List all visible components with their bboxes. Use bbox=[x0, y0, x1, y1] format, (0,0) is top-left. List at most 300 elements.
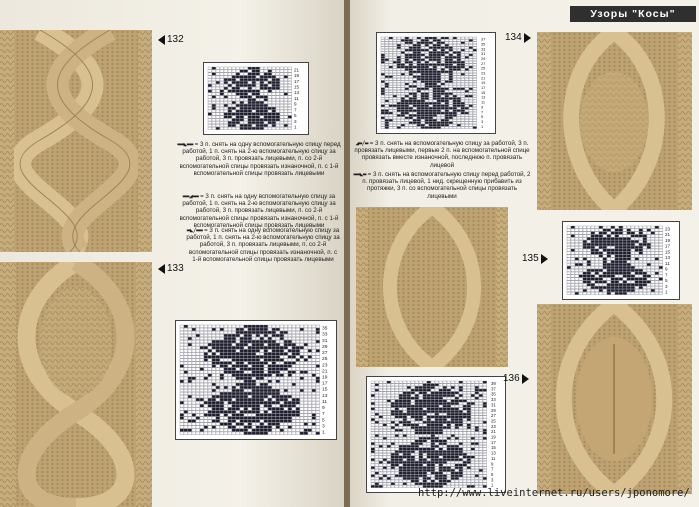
chart-cell bbox=[631, 263, 635, 265]
chart-cell bbox=[389, 85, 393, 87]
chart-cell bbox=[635, 226, 639, 228]
chart-cell bbox=[252, 127, 256, 129]
chart-cell bbox=[393, 119, 397, 121]
chart-cell bbox=[453, 64, 457, 66]
chart-cell bbox=[595, 252, 599, 254]
knit-photo-132 bbox=[0, 30, 152, 252]
chart-cell bbox=[375, 413, 379, 415]
chart-cell bbox=[216, 76, 220, 78]
chart-cell bbox=[643, 232, 647, 234]
chart-cell bbox=[603, 278, 607, 280]
chart-cell bbox=[425, 66, 429, 68]
chart-cell bbox=[232, 81, 236, 83]
chart-cell bbox=[409, 102, 413, 104]
chart-cell bbox=[284, 124, 288, 126]
chart-cell bbox=[256, 392, 260, 395]
chart-cell bbox=[272, 343, 276, 346]
chart-cell bbox=[421, 56, 425, 58]
chart-cell bbox=[276, 121, 280, 123]
chart-cell bbox=[403, 443, 407, 445]
chart-cell bbox=[647, 269, 651, 271]
chart-cell bbox=[571, 240, 575, 242]
chart-cell bbox=[571, 286, 575, 288]
chart-cell bbox=[475, 384, 479, 386]
chart-cell bbox=[228, 90, 232, 92]
chart-cell bbox=[651, 232, 655, 234]
chart-cell bbox=[228, 423, 232, 426]
chart-cell bbox=[292, 389, 296, 392]
chart-cell bbox=[441, 68, 445, 70]
chart-row-number: 37 bbox=[491, 386, 496, 392]
chart-cell bbox=[659, 269, 663, 271]
chart-cell bbox=[256, 426, 260, 429]
chart-cell bbox=[469, 49, 473, 51]
chart-cell bbox=[453, 54, 457, 56]
chart-cell bbox=[256, 383, 260, 386]
chart-cell bbox=[383, 483, 387, 485]
chart-cell bbox=[236, 429, 240, 432]
chart-cell bbox=[409, 114, 413, 116]
chart-cell bbox=[391, 477, 395, 479]
chart-cell bbox=[232, 87, 236, 89]
chart-cell bbox=[437, 49, 441, 51]
chart-cell bbox=[471, 480, 475, 482]
chart-cell bbox=[659, 286, 663, 288]
chart-cell bbox=[188, 368, 192, 371]
chart-cell bbox=[639, 258, 643, 260]
chart-cell bbox=[387, 400, 391, 402]
chart-cell bbox=[409, 56, 413, 58]
knit-photo-135 bbox=[356, 207, 508, 367]
chart-cell bbox=[647, 246, 651, 248]
chart-cell bbox=[276, 104, 280, 106]
chart-cell bbox=[453, 81, 457, 83]
chart-cell bbox=[240, 337, 244, 340]
chart-cell bbox=[435, 472, 439, 474]
chart-cell bbox=[228, 124, 232, 126]
chart-cell bbox=[393, 49, 397, 51]
chart-cell bbox=[415, 453, 419, 455]
chart-cell bbox=[595, 238, 599, 240]
chart-cell bbox=[292, 411, 296, 414]
chart-cell bbox=[188, 337, 192, 340]
chart-cell bbox=[627, 275, 631, 277]
chart-cell bbox=[413, 61, 417, 63]
chart-cell bbox=[423, 384, 427, 386]
chart-cell bbox=[312, 414, 316, 417]
chart-cell bbox=[228, 389, 232, 392]
chart-cell bbox=[429, 95, 433, 97]
chart-cell bbox=[387, 386, 391, 388]
chart-cell bbox=[204, 408, 208, 411]
chart-cell bbox=[595, 266, 599, 268]
chart-cell bbox=[383, 480, 387, 482]
chart-cell bbox=[583, 266, 587, 268]
chart-cell bbox=[276, 395, 280, 398]
chart-cell bbox=[268, 84, 272, 86]
chart-cell bbox=[381, 37, 385, 39]
chart-cell bbox=[200, 386, 204, 389]
chart-cell bbox=[316, 398, 320, 401]
chart-cell bbox=[316, 426, 320, 429]
chart-cell bbox=[200, 411, 204, 414]
chart-cell bbox=[240, 127, 244, 129]
chart-cell bbox=[383, 469, 387, 471]
chart-cell bbox=[244, 119, 248, 121]
chart-cell bbox=[611, 243, 615, 245]
chart-cell bbox=[397, 107, 401, 109]
chart-cell bbox=[232, 331, 236, 334]
chart-cell bbox=[220, 331, 224, 334]
chart-cell bbox=[643, 284, 647, 286]
chart-row-number: 21 bbox=[322, 369, 328, 375]
chart-cell bbox=[268, 90, 272, 92]
chart-cell bbox=[312, 411, 316, 414]
chart-cell bbox=[655, 226, 659, 228]
chart-cell bbox=[475, 443, 479, 445]
chart-cell bbox=[300, 411, 304, 414]
chart-cell bbox=[647, 292, 651, 294]
chart-cell bbox=[395, 445, 399, 447]
chart-cell bbox=[268, 365, 272, 368]
chart-cell bbox=[403, 448, 407, 450]
chart-cell bbox=[276, 411, 280, 414]
chart-cell bbox=[467, 437, 471, 439]
chart-cell bbox=[276, 417, 280, 420]
chart-cell bbox=[248, 107, 252, 109]
chart-cell bbox=[188, 328, 192, 331]
chart-cell bbox=[268, 76, 272, 78]
chart-cell bbox=[260, 124, 264, 126]
chart-cell bbox=[639, 238, 643, 240]
chart-cell bbox=[399, 477, 403, 479]
chart-cell bbox=[208, 73, 212, 75]
chart-cell bbox=[308, 328, 312, 331]
chart-cell bbox=[421, 39, 425, 41]
chart-cell bbox=[449, 47, 453, 49]
chart-cell bbox=[212, 104, 216, 106]
chart-cell bbox=[260, 374, 264, 377]
chart-cell bbox=[379, 421, 383, 423]
chart-cell bbox=[583, 284, 587, 286]
chart-cell bbox=[196, 432, 200, 435]
chart-cell bbox=[296, 343, 300, 346]
chart-cell bbox=[192, 331, 196, 334]
chart-cell bbox=[272, 116, 276, 118]
chart-cell bbox=[619, 255, 623, 257]
chart-cell bbox=[403, 402, 407, 404]
chart-cell bbox=[433, 105, 437, 107]
chart-cell bbox=[453, 122, 457, 124]
chart-cell bbox=[224, 331, 228, 334]
chart-cell bbox=[447, 467, 451, 469]
chart-cell bbox=[288, 116, 292, 118]
chart-cell bbox=[611, 252, 615, 254]
chart-cell bbox=[469, 78, 473, 80]
chart-cell bbox=[631, 284, 635, 286]
chart-cell bbox=[240, 73, 244, 75]
chart-cell bbox=[381, 68, 385, 70]
chart-cell bbox=[180, 386, 184, 389]
chart-row-number: 21 bbox=[481, 75, 486, 81]
chart-cell bbox=[399, 440, 403, 442]
chart-cell bbox=[240, 93, 244, 95]
chart-cell bbox=[445, 39, 449, 41]
chart-cell bbox=[212, 377, 216, 380]
chart-cell bbox=[240, 87, 244, 89]
chart-cell bbox=[252, 334, 256, 337]
chart-cell bbox=[631, 252, 635, 254]
chart-cell bbox=[659, 255, 663, 257]
chart-cell bbox=[429, 102, 433, 104]
chart-cell bbox=[288, 411, 292, 414]
chart-cell bbox=[405, 47, 409, 49]
chart-cell bbox=[264, 90, 268, 92]
chart-cell bbox=[316, 325, 320, 328]
chart-cell bbox=[385, 71, 389, 73]
chart-134 bbox=[376, 32, 496, 134]
chart-row-number: 7 bbox=[322, 412, 325, 418]
chart-cell bbox=[240, 325, 244, 328]
chart-cell bbox=[383, 416, 387, 418]
chart-cell bbox=[236, 346, 240, 349]
chart-cell bbox=[220, 343, 224, 346]
chart-cell bbox=[252, 368, 256, 371]
chart-cell bbox=[260, 362, 264, 365]
chart-cell bbox=[473, 49, 477, 51]
chart-cell bbox=[391, 429, 395, 431]
chart-cell bbox=[429, 59, 433, 61]
chart-cell bbox=[479, 483, 483, 485]
chart-cell bbox=[429, 47, 433, 49]
chart-cell bbox=[423, 394, 427, 396]
chart-cell bbox=[473, 110, 477, 112]
chart-cell bbox=[184, 380, 188, 383]
chart-cell bbox=[232, 93, 236, 95]
chart-cell bbox=[391, 467, 395, 469]
chart-cell bbox=[393, 110, 397, 112]
chart-cell bbox=[216, 408, 220, 411]
chart-cell bbox=[623, 232, 627, 234]
chart-cell bbox=[587, 246, 591, 248]
chart-cell bbox=[483, 386, 487, 388]
chart-cell bbox=[409, 54, 413, 56]
chart-cell bbox=[252, 73, 256, 75]
chart-cell bbox=[635, 249, 639, 251]
chart-cell bbox=[208, 429, 212, 432]
chart-cell bbox=[208, 374, 212, 377]
chart-cell bbox=[308, 404, 312, 407]
chart-cell bbox=[575, 272, 579, 274]
chart-cell bbox=[415, 448, 419, 450]
chart-cell bbox=[244, 334, 248, 337]
chart-cell bbox=[455, 421, 459, 423]
chart-cell bbox=[312, 386, 316, 389]
chart-cell bbox=[256, 377, 260, 380]
chart-cell bbox=[603, 238, 607, 240]
chart-cell bbox=[304, 362, 308, 365]
chart-cell bbox=[461, 64, 465, 66]
chart-cell bbox=[467, 435, 471, 437]
chart-cell bbox=[427, 459, 431, 461]
chart-cell bbox=[417, 59, 421, 61]
chart-cell bbox=[220, 371, 224, 374]
chart-cell bbox=[567, 281, 571, 283]
chart-cell bbox=[296, 362, 300, 365]
chart-cell bbox=[252, 107, 256, 109]
chart-cell bbox=[397, 44, 401, 46]
chart-cell bbox=[457, 110, 461, 112]
chart-cell bbox=[455, 483, 459, 485]
chart-cell bbox=[451, 475, 455, 477]
chart-cell bbox=[607, 263, 611, 265]
chart-cell bbox=[224, 420, 228, 423]
chart-cell bbox=[423, 381, 427, 383]
chart-cell bbox=[204, 392, 208, 395]
chart-cell bbox=[429, 107, 433, 109]
chart-cell bbox=[232, 401, 236, 404]
chart-cell bbox=[403, 389, 407, 391]
chart-cell bbox=[371, 443, 375, 445]
chart-cell bbox=[180, 331, 184, 334]
chart-row-number: 1 bbox=[322, 430, 325, 436]
chart-cell bbox=[579, 246, 583, 248]
chart-cell bbox=[276, 414, 280, 417]
chart-cell bbox=[471, 426, 475, 428]
chart-cell bbox=[312, 389, 316, 392]
chart-cell bbox=[188, 340, 192, 343]
chart-cell bbox=[575, 292, 579, 294]
chart-cell bbox=[240, 383, 244, 386]
chart-cell bbox=[224, 404, 228, 407]
chart-cell bbox=[603, 226, 607, 228]
chart-cell bbox=[228, 368, 232, 371]
chart-cell bbox=[220, 101, 224, 103]
chart-cell bbox=[280, 417, 284, 420]
chart-cell bbox=[591, 261, 595, 263]
chart-cell bbox=[421, 110, 425, 112]
chart-cell bbox=[180, 380, 184, 383]
chart-cell bbox=[429, 105, 433, 107]
chart-cell bbox=[439, 424, 443, 426]
cable-symbol-icon: ▬◣/▬▬ bbox=[186, 227, 203, 234]
chart-cell bbox=[268, 420, 272, 423]
chart-cell bbox=[445, 68, 449, 70]
chart-cell bbox=[208, 124, 212, 126]
chart-cell bbox=[284, 414, 288, 417]
chart-cell bbox=[220, 93, 224, 95]
chart-cell bbox=[379, 392, 383, 394]
chart-cell bbox=[567, 278, 571, 280]
chart-cell bbox=[411, 426, 415, 428]
chart-cell bbox=[232, 121, 236, 123]
chart-cell bbox=[465, 78, 469, 80]
chart-cell bbox=[479, 416, 483, 418]
chart-cell bbox=[272, 87, 276, 89]
chart-cell bbox=[288, 359, 292, 362]
chart-cell bbox=[387, 451, 391, 453]
chart-cell bbox=[421, 52, 425, 54]
chart-cell bbox=[381, 85, 385, 87]
chart-cell bbox=[256, 349, 260, 352]
chart-cell bbox=[224, 386, 228, 389]
chart-cell bbox=[292, 380, 296, 383]
chart-cell bbox=[431, 453, 435, 455]
chart-cell bbox=[437, 56, 441, 58]
chart-cell bbox=[208, 334, 212, 337]
chart-cell bbox=[252, 70, 256, 72]
chart-cell bbox=[623, 249, 627, 251]
chart-cell bbox=[248, 401, 252, 404]
chart-cell bbox=[371, 408, 375, 410]
chart-cell bbox=[451, 394, 455, 396]
chart-cell bbox=[244, 101, 248, 103]
chart-cell bbox=[220, 432, 224, 435]
chart-cell bbox=[483, 389, 487, 391]
chart-cell bbox=[256, 104, 260, 106]
chart-cell bbox=[208, 70, 212, 72]
chart-cell bbox=[308, 359, 312, 362]
chart-cell bbox=[401, 81, 405, 83]
chart-cell bbox=[603, 258, 607, 260]
chart-cell bbox=[471, 451, 475, 453]
chart-cell bbox=[204, 401, 208, 404]
chart-cell bbox=[268, 334, 272, 337]
chart-cell bbox=[401, 61, 405, 63]
chart-cell bbox=[260, 389, 264, 392]
chart-cell bbox=[385, 52, 389, 54]
chart-cell bbox=[655, 266, 659, 268]
chart-cell bbox=[429, 68, 433, 70]
chart-cell bbox=[288, 76, 292, 78]
chart-cell bbox=[371, 394, 375, 396]
chart-cell bbox=[399, 394, 403, 396]
chart-cell bbox=[228, 398, 232, 401]
chart-cell bbox=[391, 418, 395, 420]
chart-cell bbox=[393, 47, 397, 49]
chart-cell bbox=[188, 408, 192, 411]
chart-cell bbox=[647, 249, 651, 251]
chart-cell bbox=[387, 483, 391, 485]
chart-cell bbox=[383, 453, 387, 455]
chart-cell bbox=[473, 78, 477, 80]
chart-cell bbox=[300, 353, 304, 356]
chart-cell bbox=[445, 71, 449, 73]
chart-cell bbox=[284, 101, 288, 103]
chart-cell bbox=[232, 417, 236, 420]
chart-cell bbox=[627, 289, 631, 291]
chart-cell bbox=[256, 96, 260, 98]
pattern-number-136: 136 bbox=[503, 373, 529, 384]
chart-cell bbox=[244, 411, 248, 414]
chart-cell bbox=[425, 56, 429, 58]
chart-cell bbox=[465, 90, 469, 92]
chart-cell bbox=[212, 429, 216, 432]
chart-cell bbox=[457, 39, 461, 41]
chart-cell bbox=[441, 76, 445, 78]
chart-cell bbox=[411, 384, 415, 386]
chart-cell bbox=[312, 371, 316, 374]
chart-cell bbox=[228, 374, 232, 377]
chart-cell bbox=[308, 386, 312, 389]
chart-cell bbox=[252, 67, 256, 69]
chart-cell bbox=[409, 85, 413, 87]
chart-cell bbox=[421, 59, 425, 61]
chart-cell bbox=[451, 435, 455, 437]
chart-cell bbox=[316, 392, 320, 395]
chart-cell bbox=[236, 76, 240, 78]
chart-cell bbox=[425, 112, 429, 114]
